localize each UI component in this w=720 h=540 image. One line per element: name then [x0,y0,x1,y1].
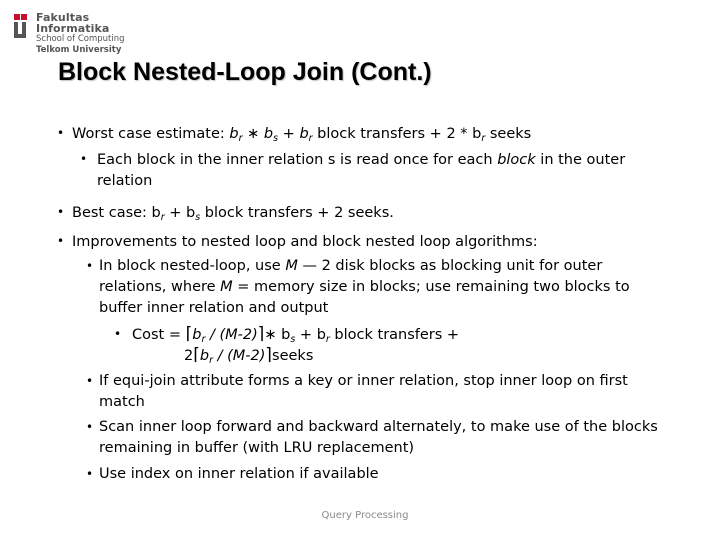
cost-formula-seeks: $2⌈b_r$ / (M-2)⌉seeks [184,345,314,366]
bullet: • [86,420,94,434]
worst-case-line: Worst case estimate: $b_r$ ∗ $b_s + b_r$ block transfers + $2 * b_r$ seeks [72,126,532,144]
worst-case-detail: Each block in the inner relation s is read once for each block in the outer relation [97,152,626,189]
bullet: • [57,205,65,219]
bullet: • [114,327,122,341]
logo-faculty-name: Fakultas Informatika [36,11,110,35]
slide-footer: Query Processing [321,510,409,521]
cost-formula: Cost = $⌈b_r$ / (M-2)⌉∗ $b_s + b_r$ block transfers + [132,324,460,345]
improvement-scan-alternate: Scan inner loop forward and backward alternately, to make use of the blocks remaining in buffer (with LRU replacement) [99,419,658,456]
telkom-logo-icon [14,14,34,44]
logo-university-name: Telkom University [36,45,122,55]
improvements-heading: Improvements to nested loop and block nested loop algorithms: [72,234,538,250]
improvement-index: Use index on inner relation if available [99,466,379,482]
faculty-logo [14,11,154,55]
bullet: • [86,374,94,388]
logo-school-name: School of Computing [36,34,125,44]
bullet: • [86,467,94,481]
bullet: • [57,234,65,248]
bullet: • [57,126,65,140]
best-case-line: Best case: $b_r + b_s$ block transfers + 2 seeks. [72,205,394,223]
bullet: • [80,152,88,166]
improvement-block-nested: In block nested-loop, use M — 2 disk blocks as blocking unit for outer relations, where M = memory size in blocks; use remaining two blocks to buffer inner relation and output [99,258,630,316]
improvement-equi-join: If equi-join attribute forms a key or inner relation, stop inner loop on first match [99,373,628,410]
slide-title: Block Nested-Loop Join (Cont.) [58,58,432,86]
bullet: • [86,259,94,273]
